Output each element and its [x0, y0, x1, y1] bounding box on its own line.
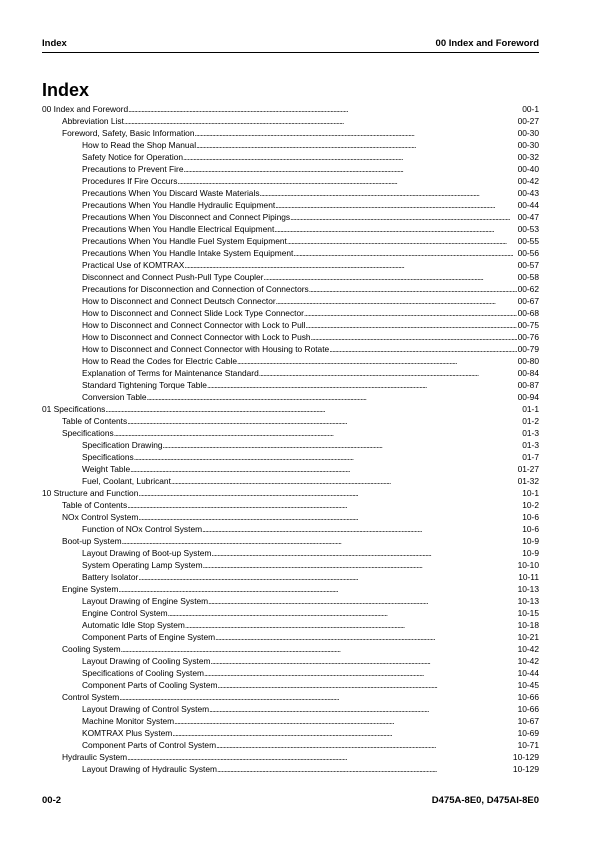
index-entry-page: 10-69 — [517, 728, 539, 738]
index-entry[interactable] — [42, 439, 539, 451]
index-entry[interactable] — [42, 583, 539, 595]
dot-leader — [119, 691, 516, 703]
index-entry-page: 00-68 — [517, 308, 539, 318]
index-entry-page: 00-58 — [517, 272, 539, 282]
header-rule — [42, 52, 539, 53]
index-entry[interactable] — [42, 391, 539, 403]
index-entry[interactable] — [42, 571, 539, 583]
index-entry-title: How to Disconnect and Connect Connector with Housing to Rotate — [82, 344, 330, 354]
index-entry-page: 01-3 — [522, 440, 539, 450]
index-entry-title: KOMTRAX Plus System — [82, 728, 173, 738]
dot-leader — [215, 631, 516, 643]
page-footer — [42, 795, 539, 809]
dot-leader — [209, 703, 517, 715]
index-entry-page: 00-87 — [517, 380, 539, 390]
index-entry[interactable] — [42, 607, 539, 619]
dot-leader — [118, 583, 516, 595]
index-entry-title: Cooling System — [62, 644, 121, 654]
index-entry-title: Precautions When You Handle Fuel System Equipment — [82, 236, 287, 246]
dot-leader — [185, 619, 517, 631]
index-entry-page: 10-9 — [522, 536, 539, 546]
index-entry-title: Layout Drawing of Boot-up System — [82, 548, 212, 558]
dot-leader — [183, 151, 517, 163]
index-entry-page: 10-42 — [517, 644, 539, 654]
index-entry[interactable] — [42, 319, 539, 331]
index-entry-page: 10-66 — [517, 704, 539, 714]
index-entry[interactable] — [42, 691, 539, 703]
index-entry[interactable] — [42, 151, 539, 163]
index-entry-page: 01-3 — [522, 428, 539, 438]
dot-leader — [122, 535, 522, 547]
index-entry-page: 10-13 — [517, 596, 539, 606]
index-entry[interactable] — [42, 427, 539, 439]
index-entry-page: 10-11 — [518, 572, 539, 582]
index-entry-page: 10-66 — [517, 692, 539, 702]
index-entry-title: Table of Contents — [62, 416, 128, 426]
dot-leader — [105, 403, 521, 415]
dot-leader — [134, 451, 522, 463]
dot-leader — [329, 343, 516, 355]
index-entry[interactable] — [42, 187, 539, 199]
index-entry-title: 01 Specifications — [42, 404, 106, 414]
index-entry[interactable] — [42, 175, 539, 187]
index-entry-title: Conversion Table — [82, 392, 147, 402]
dot-leader — [276, 295, 517, 307]
index-entry-title: Precautions When You Handle Hydraulic Equipment — [82, 200, 276, 210]
index-entry-title: Safety Notice for Operation — [82, 152, 184, 162]
index-entry-title: How to Disconnect and Connect Connector with Lock to Push — [82, 332, 311, 342]
index-entry-title: Disconnect and Connect Push-Pull Type Coupler — [82, 272, 264, 282]
index-entry-title: How to Disconnect and Connect Slide Lock Type Connector — [82, 308, 304, 318]
index-entry-page: 00-76 — [517, 332, 539, 342]
index-entry-page: 10-10 — [517, 560, 539, 570]
index-entry-page: 00-94 — [517, 392, 539, 402]
index-entry-title: Specifications of Cooling System — [82, 668, 204, 678]
index-entry-page: 10-71 — [517, 740, 539, 750]
index-entry-title: Engine Control System — [82, 608, 168, 618]
index-entry-title: Layout Drawing of Hydraulic System — [82, 764, 217, 774]
index-entry-page: 00-75 — [517, 320, 539, 330]
index-entry-page: 00-42 — [517, 176, 539, 186]
index-entry-page: 10-1 — [522, 488, 539, 498]
dot-leader — [174, 715, 516, 727]
dot-leader — [171, 475, 517, 487]
dot-leader — [202, 523, 521, 535]
index-entry-title: Practical Use of KOMTRAX — [82, 260, 185, 270]
index-entry-page: 01-1 — [522, 404, 539, 414]
dot-leader — [290, 211, 516, 223]
dot-leader — [216, 739, 517, 751]
index-entry[interactable] — [42, 763, 539, 775]
index-entry[interactable] — [42, 463, 539, 475]
index-entry-page: 10-6 — [522, 524, 539, 534]
dot-leader — [207, 379, 517, 391]
index-entry-page: 00-40 — [517, 164, 539, 174]
index-entry-page: 00-55 — [517, 236, 539, 246]
index-entry[interactable] — [42, 343, 539, 355]
header-section-label: Index — [42, 38, 67, 49]
index-entry[interactable] — [42, 283, 539, 295]
index-entry[interactable] — [42, 103, 539, 115]
index-entry-title: How to Read the Codes for Electric Cable — [82, 356, 238, 366]
index-entry[interactable] — [42, 139, 539, 151]
index-entry-page: 01-7 — [522, 452, 539, 462]
index-entry-page: 10-2 — [522, 500, 539, 510]
index-entry-title: NOx Control System — [62, 512, 139, 522]
index-entry-page: 10-45 — [517, 680, 539, 690]
index-entry[interactable] — [42, 307, 539, 319]
index-entry-page: 00-30 — [517, 128, 539, 138]
dot-leader — [177, 175, 516, 187]
dot-leader — [196, 139, 517, 151]
index-entry[interactable] — [42, 271, 539, 283]
index-entry[interactable] — [42, 355, 539, 367]
index-entry[interactable] — [42, 475, 539, 487]
dot-leader — [304, 307, 517, 319]
index-entry-title: Component Parts of Engine System — [82, 632, 216, 642]
dot-leader — [124, 115, 517, 127]
dot-leader — [208, 595, 516, 607]
index-entry-page: 10-129 — [512, 764, 539, 774]
index-entry[interactable] — [42, 547, 539, 559]
index-entry-title: 00 Index and Foreword — [42, 104, 129, 114]
dot-leader — [121, 643, 517, 655]
page-title: Index — [42, 80, 90, 100]
index-entry-title: Table of Contents — [62, 500, 128, 510]
index-entry[interactable] — [42, 451, 539, 463]
index-entry[interactable] — [42, 511, 539, 523]
index-entry[interactable] — [42, 487, 539, 499]
dot-leader — [163, 439, 522, 451]
dot-leader — [172, 727, 516, 739]
index-entry[interactable] — [42, 751, 539, 763]
dot-leader — [127, 415, 521, 427]
index-entry[interactable] — [42, 679, 539, 691]
header-chapter-label: 00 Index and Foreword — [435, 38, 539, 49]
index-entry[interactable] — [42, 643, 539, 655]
index-entry-page: 01-2 — [522, 416, 539, 426]
index-entry[interactable] — [42, 115, 539, 127]
dot-leader — [127, 499, 521, 511]
index-entry[interactable] — [42, 211, 539, 223]
index-entry-title: Control System — [62, 692, 120, 702]
dot-leader — [114, 427, 522, 439]
index-entry[interactable] — [42, 715, 539, 727]
dot-leader — [184, 259, 516, 271]
index-entry-page: 00-1 — [522, 104, 539, 114]
index-entry-title: Machine Monitor System — [82, 716, 175, 726]
dot-leader — [128, 103, 521, 115]
index-entry[interactable] — [42, 595, 539, 607]
index-entry-page: 01-27 — [517, 464, 539, 474]
index-entry[interactable] — [42, 367, 539, 379]
index-entry[interactable] — [42, 295, 539, 307]
dot-leader — [147, 391, 517, 403]
index-entry[interactable] — [42, 631, 539, 643]
index-entry-title: Foreword, Safety, Basic Information — [62, 128, 195, 138]
index-entry-title: Precautions When You Disconnect and Connect Pipings — [82, 212, 291, 222]
index-entry-page: 00-43 — [517, 188, 539, 198]
dot-leader — [127, 751, 512, 763]
index-entry[interactable] — [42, 559, 539, 571]
dot-leader — [287, 235, 517, 247]
index-entry[interactable] — [42, 403, 539, 415]
dot-leader — [210, 655, 516, 667]
dot-leader — [275, 199, 516, 211]
index-entry-page: 10-44 — [517, 668, 539, 678]
index-entry-title: Hydraulic System — [62, 752, 128, 762]
index-entry[interactable] — [42, 199, 539, 211]
dot-leader — [311, 331, 517, 343]
index-entry-title: Abbreviation List — [62, 116, 124, 126]
dot-leader — [138, 571, 517, 583]
index-entry-title: Precautions When You Handle Electrical Equipment — [82, 224, 275, 234]
index-entry[interactable] — [42, 379, 539, 391]
index-entry-page: 10-18 — [517, 620, 539, 630]
dot-leader — [260, 187, 517, 199]
index-entry-page: 10-13 — [517, 584, 539, 594]
index-entry[interactable] — [42, 703, 539, 715]
index-entry[interactable] — [42, 331, 539, 343]
index-entry-title: Weight Table — [82, 464, 131, 474]
index-entry-title: Standard Tightening Torque Table — [82, 380, 207, 390]
index-entry[interactable] — [42, 739, 539, 751]
index-entry-title: System Operating Lamp System — [82, 560, 203, 570]
dot-leader — [138, 511, 521, 523]
index-entry-page: 00-27 — [517, 116, 539, 126]
page-number: 00-2 — [42, 795, 62, 806]
index-entry-title: Explanation of Terms for Maintenance Standard — [82, 368, 259, 378]
index-entry-title: Specification Drawing — [82, 440, 163, 450]
dot-leader — [203, 559, 517, 571]
index-entry-page: 00-47 — [517, 212, 539, 222]
index-entry-title: Boot-up System — [62, 536, 122, 546]
index-entry-page: 10-15 — [517, 608, 539, 618]
index-entry-page: 10-21 — [517, 632, 539, 642]
index-entry-page: 10-6 — [522, 512, 539, 522]
index-entry-page: 00-30 — [517, 140, 539, 150]
dot-leader — [305, 319, 516, 331]
index-entry-title: Function of NOx Control System — [82, 524, 203, 534]
index-entry-page: 00-80 — [517, 356, 539, 366]
index-entry-page: 00-32 — [517, 152, 539, 162]
index-entry-page: 10-9 — [522, 548, 539, 558]
index-entry[interactable] — [42, 667, 539, 679]
dot-leader — [204, 667, 517, 679]
index-entry-page: 01-32 — [517, 476, 539, 486]
index-entry-title: Fuel, Coolant, Lubricant — [82, 476, 171, 486]
index-entry-title: Precautions When You Discard Waste Materials — [82, 188, 260, 198]
index-entry-title: Procedures If Fire Occurs — [82, 176, 178, 186]
index-entry-page: 00-53 — [517, 224, 539, 234]
index-entry[interactable] — [42, 655, 539, 667]
index-entry[interactable] — [42, 163, 539, 175]
index-entry-page: 00-67 — [517, 296, 539, 306]
index-entry-title: Precautions for Disconnection and Connection of Connectors — [82, 284, 309, 294]
index-entry-title: Battery Isolator — [82, 572, 139, 582]
index-entry-title: Engine System — [62, 584, 119, 594]
index-entry-title: 10 Structure and Function — [42, 488, 139, 498]
index-entry-title: Specifications — [82, 452, 134, 462]
dot-leader — [293, 247, 516, 259]
index-entry-title: Layout Drawing of Cooling System — [82, 656, 211, 666]
dot-leader — [168, 607, 517, 619]
index-entry-title: How to Read the Shop Manual — [82, 140, 197, 150]
index-entry[interactable] — [42, 727, 539, 739]
dot-leader — [130, 463, 516, 475]
dot-leader — [237, 355, 517, 367]
index-entry-page: 00-62 — [517, 284, 539, 294]
index-entry[interactable] — [42, 223, 539, 235]
index-entry-title: Layout Drawing of Engine System — [82, 596, 209, 606]
index-entry-page: 00-44 — [517, 200, 539, 210]
index-entry-page: 10-67 — [517, 716, 539, 726]
index-entry[interactable] — [42, 415, 539, 427]
dot-leader — [183, 163, 516, 175]
index-entry[interactable] — [42, 247, 539, 259]
dot-leader — [217, 679, 516, 691]
model-number: D475A-8E0, D475AI-8E0 — [431, 795, 539, 806]
index-entry-title: Component Parts of Control System — [82, 740, 217, 750]
index-entry[interactable] — [42, 127, 539, 139]
index-entry-page: 00-56 — [517, 248, 539, 258]
dot-leader — [309, 283, 517, 295]
index-entry-title: Automatic Idle Stop System — [82, 620, 185, 630]
index-entry-title: Precautions to Prevent Fire — [82, 164, 184, 174]
index-entry-page: 00-57 — [517, 260, 539, 270]
index-entry[interactable] — [42, 499, 539, 511]
dot-leader — [274, 223, 516, 235]
index-entry-title: Component Parts of Cooling System — [82, 680, 218, 690]
index-entry[interactable] — [42, 235, 539, 247]
index-entry-title: Layout Drawing of Control System — [82, 704, 210, 714]
index-entry-page: 10-42 — [517, 656, 539, 666]
index-entry[interactable] — [42, 535, 539, 547]
dot-leader — [217, 763, 512, 775]
index-entry[interactable] — [42, 523, 539, 535]
index-entry-page: 00-79 — [517, 344, 539, 354]
index-entry-title: How to Disconnect and Connect Connector with Lock to Pull — [82, 320, 306, 330]
dot-leader — [263, 271, 516, 283]
index-entry[interactable] — [42, 259, 539, 271]
index-entry-page: 10-129 — [512, 752, 539, 762]
index-entry[interactable] — [42, 619, 539, 631]
dot-leader — [195, 127, 517, 139]
page-header — [42, 36, 539, 54]
index-entry-title: Precautions When You Handle Intake System Equipment — [82, 248, 294, 258]
index-list — [42, 103, 539, 775]
index-entry-page: 00-84 — [517, 368, 539, 378]
dot-leader — [138, 487, 521, 499]
index-entry-title: How to Disconnect and Connect Deutsch Connector — [82, 296, 276, 306]
dot-leader — [211, 547, 521, 559]
dot-leader — [259, 367, 517, 379]
index-entry-title: Specifications — [62, 428, 114, 438]
